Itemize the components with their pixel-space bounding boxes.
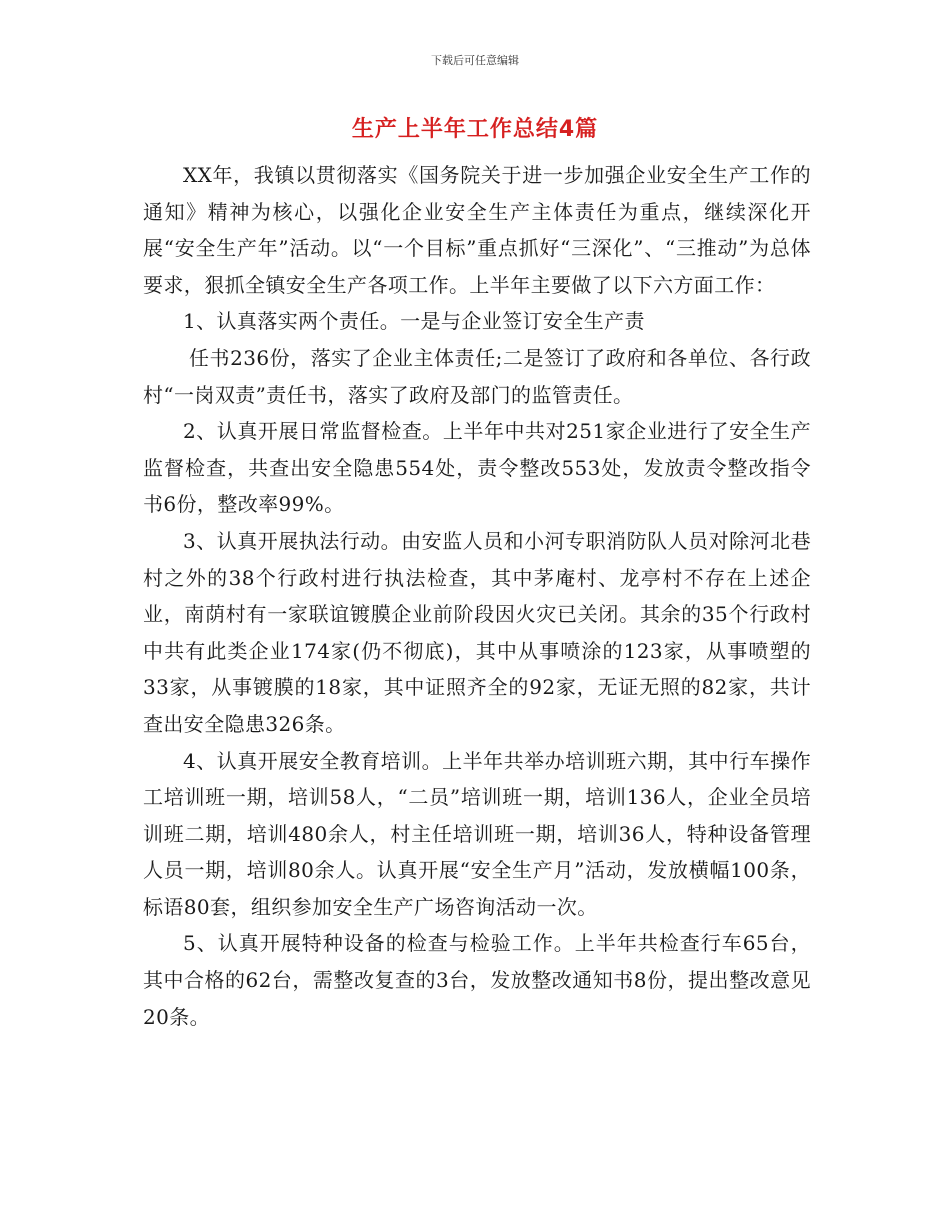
paragraph-item-4: 4、认真开展安全教育培训。上半年共举办培训班六期，其中行车操作工培训班一期，培训58人，“二员”培训班一期，培训136人，企业全员培训班二期，培训480余人，村主任培训班一期，培训36人，特种设备管理人员一期，培训80余人。认真开展“安全生产月”活动，发放横幅100条，标语80套，组织参加安全生产广场咨询活动一次。 [143, 748, 811, 919]
paragraph-item-5: 5、认真开展特种设备的检查与检验工作。上半年共检查行车65台，其中合格的62台，需整改复查的3台，发放整改通知书8份，提出整改意见20条。 [143, 931, 811, 1029]
document-title: 生产上半年工作总结4篇 [351, 117, 599, 142]
paragraph-intro: XX年，我镇以贯彻落实《国务院关于进一步加强企业安全生产工作的通知》精神为核心，以强化企业安全生产主体责任为重点，继续深化开展“安全生产年”活动。以“一个目标”重点抓好“三深化”、“三推动”为总体要求，狠抓全镇安全生产各项工作。上半年主要做了以下六方面工作： [143, 163, 811, 297]
document-body [143, 157, 811, 1035]
paragraph-item-1-continued: 任书236份，落实了企业主体责任;二是签订了政府和各单位、各行政村“一岗双责”责任书，落实了政府及部门的监管责任。 [143, 345, 811, 407]
header-note: 下载后可任意编辑 [431, 54, 519, 67]
paragraph-item-1: 1、认真落实两个责任。一是与企业签订安全生产责 [183, 309, 645, 334]
paragraph-item-3: 3、认真开展执法行动。由安监人员和小河专职消防队人员对除河北巷村之外的38个行政村进行执法检查，其中茅庵村、龙亭村不存在上述企业，南荫村有一家联谊镀膜企业前阶段因火灾已关闭。其余的35个行政村中共有此类企业174家(仍不彻底)，其中从事喷涂的123家，从事喷塑的33家，从事镀膜的18家，其中证照齐全的92家，无证无照的82家，共计查出安全隐患326条。 [143, 528, 811, 736]
paragraph-item-2: 2、认真开展日常监督检查。上半年中共对251家企业进行了安全生产监督检查，共查出安全隐患554处，责令整改553处，发放责令整改指令书6份，整改率99%。 [143, 419, 811, 517]
